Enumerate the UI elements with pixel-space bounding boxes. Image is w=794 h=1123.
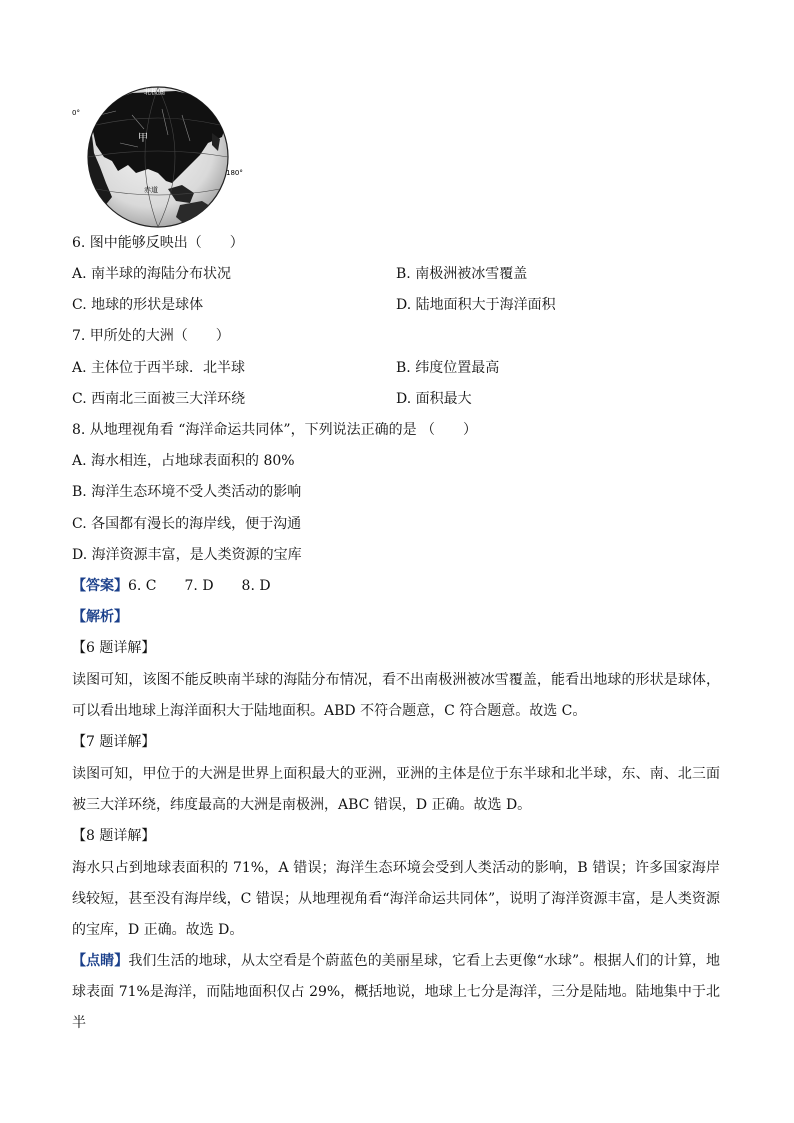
lon-left-label: 0° [72,109,80,117]
comment-label: 【点睛】 [72,953,129,969]
answer-text: 6. C 7. D 8. D [128,578,271,594]
comment-text: 我们生活的地球，从太空看是个蔚蓝色的美丽星球，它看上去更像“水球”。根据人们的计算，地球表面 71%是海洋，而陆地面积仅占 29%，概括地说，地球上七分是海洋，三分是陆地。陆地集中于北半 [72,953,721,1031]
question-7-option-c: C. 西南北三面被三大洋环绕 [72,391,246,407]
question-6-option-d: D. 陆地面积大于海洋面积 [396,297,556,313]
question-8-option-a: A. 海水相连，占地球表面积的 80% [72,453,295,469]
detail-7-heading: 【7 题详解】 [72,734,156,750]
question-6-option-c: C. 地球的形状是球体 [72,297,204,313]
detail-6-text: 读图可知，该图不能反映南半球的海陆分布情况，看不出南极洲被冰雪覆盖，能看出地球的形状是球体，可以看出地球上海洋面积大于陆地面积。ABD 不符合题意，C 符合题意。故选 C。 [72,672,720,719]
detail-8-text: 海水只占到地球表面积的 71%，A 错误；海洋生态环境会受到人类活动的影响，B 错误；许多国家海岸线较短，甚至没有海岸线，C 错误；从地理视角看“海洋命运共同体”，说明了海洋资源丰富，是人类资源的宝库，D 正确。故选 D。 [72,860,720,938]
question-8-option-d: D. 海洋资源丰富，是人类资源的宝库 [72,547,302,563]
detail-6-heading: 【6 题详解】 [72,640,156,656]
equator-label: 赤道 [144,186,158,194]
answer-line [72,576,271,596]
globe-figure [72,85,243,231]
question-8-option-b: B. 海洋生态环境不受人类活动的影响 [72,484,302,500]
question-8-stem: 8. 从地理视角看 “海洋命运共同体”，下列说法正确的是 （ ） [72,422,478,438]
detail-7-text: 读图可知，甲位于的大洲是世界上面积最大的亚洲，亚洲的主体是位于东半球和北半球，东、南、北三面被三大洋环绕，纬度最高的大洲是南极洲，ABC 错误，D 正确。故选 D。 [72,766,720,813]
answer-label: 【答案】 [72,578,128,594]
question-7-option-d: D. 面积最大 [396,391,472,407]
lon-right-label: 180° [226,169,243,177]
continent-label: 甲 [138,133,148,144]
question-8-option-c: C. 各国都有漫长的海岸线，便于沟通 [72,516,302,532]
question-6-stem: 6. 图中能够反映出（ ） [72,235,244,251]
question-6-option-b: B. 南极洲被冰雪覆盖 [396,266,528,282]
detail-8-heading: 【8 题详解】 [72,828,156,844]
question-7-option-b: B. 纬度位置最高 [396,360,500,376]
north-pole-label: 北极圈 [144,88,165,96]
comment-paragraph [72,946,720,1039]
analysis-label: 【解析】 [72,609,128,625]
question-7-stem: 7. 甲所处的大洲（ ） [72,328,230,344]
question-6-option-a: A. 南半球的海陆分布状况 [72,266,232,282]
question-7-option-a: A. 主体位于西半球．北半球 [72,360,246,376]
